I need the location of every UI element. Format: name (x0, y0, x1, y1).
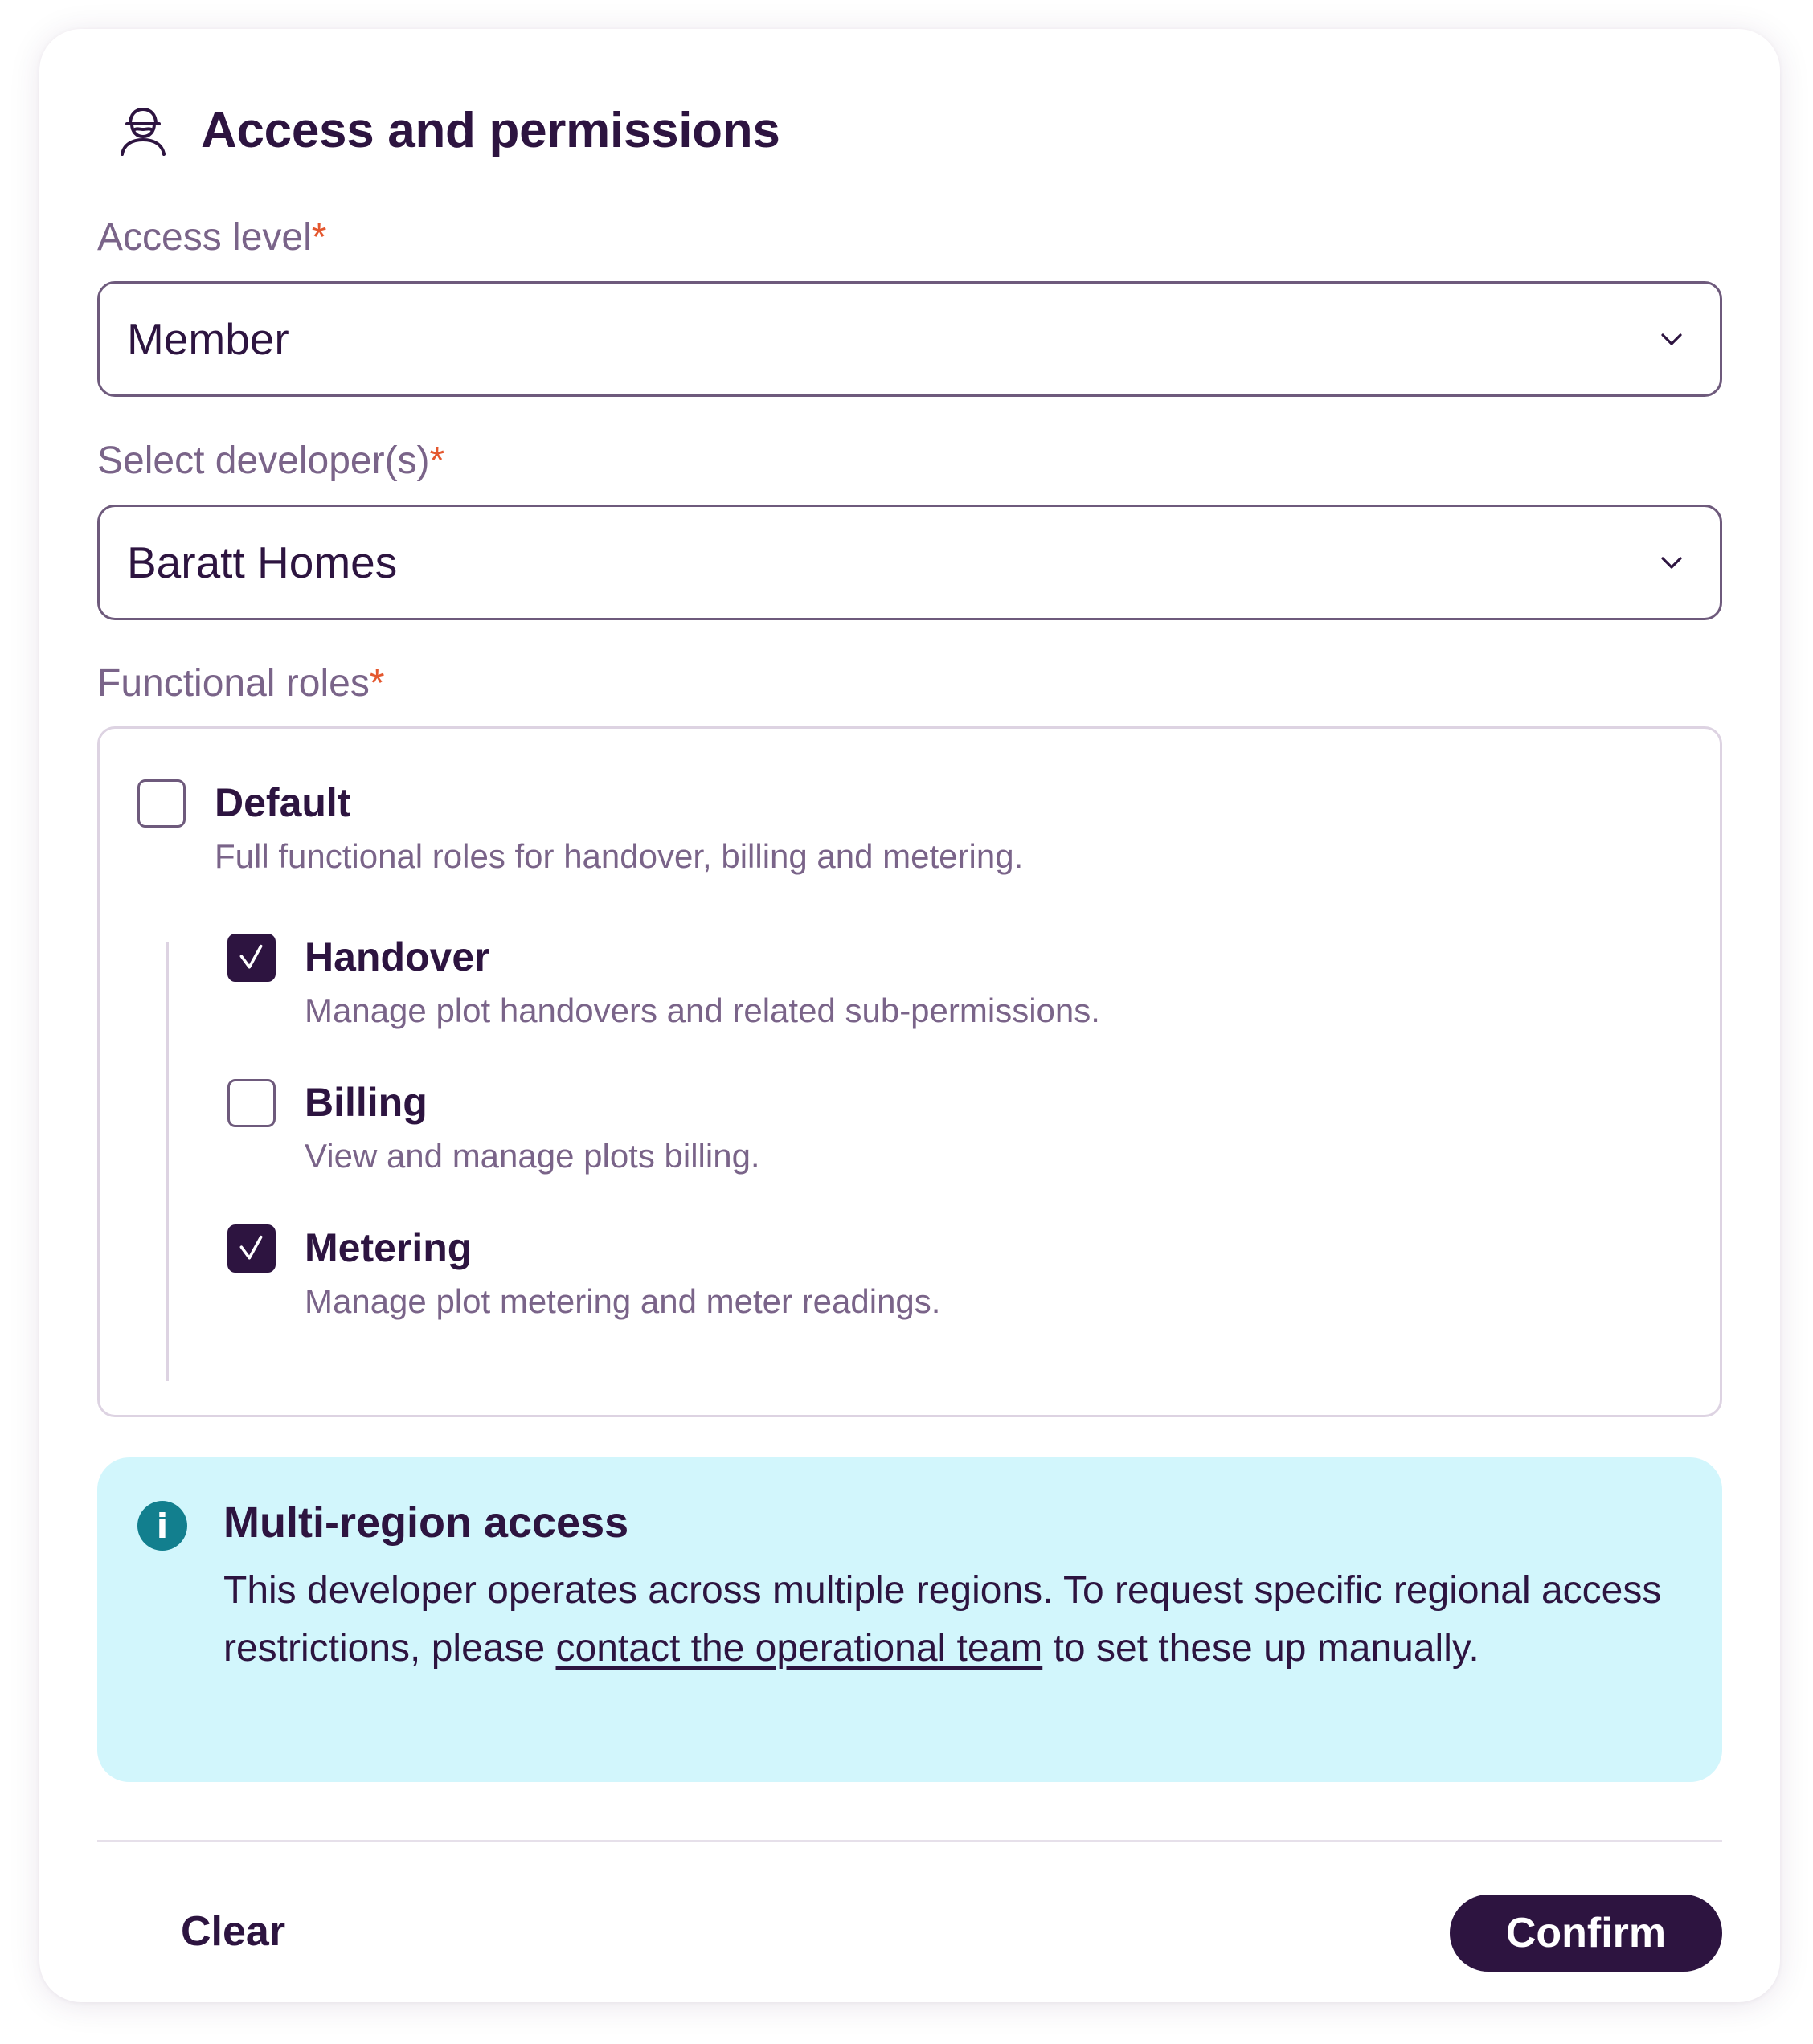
functional-roles-box (97, 726, 1722, 1417)
required-marker: * (429, 439, 445, 482)
handover-checkbox[interactable] (227, 934, 276, 982)
card-header (114, 101, 780, 159)
user-helmet-icon (114, 101, 172, 159)
access-level-label-text: Access level (97, 216, 312, 259)
clear-button[interactable]: Clear (152, 1893, 314, 1970)
info-text-before: This developer operates across multiple regions. To request specific regional access restrictions, please (223, 1569, 1662, 1670)
handover-role-title: Handover (305, 934, 490, 979)
chevron-down-icon (1655, 323, 1688, 355)
info-banner-title: Multi-region access (223, 1498, 629, 1547)
page-title: Access and permissions (201, 102, 780, 158)
developers-label (97, 439, 444, 483)
access-level-select[interactable] (97, 281, 1722, 397)
default-role-description: Full functional roles for handover, billing and metering. (215, 837, 1024, 875)
checkmark-icon (230, 936, 273, 979)
default-checkbox[interactable] (137, 779, 186, 828)
checkmark-icon (230, 1227, 273, 1270)
contact-operational-team-link[interactable]: contact the operational team (555, 1627, 1043, 1670)
handover-role-description: Manage plot handovers and related sub-permissions. (305, 991, 1100, 1029)
developers-label-text: Select developer(s) (97, 439, 430, 482)
info-text-after: to set these up manually. (1042, 1627, 1479, 1670)
footer-divider (97, 1840, 1722, 1842)
functional-roles-label-text: Functional roles (97, 662, 370, 705)
permissions-card (39, 29, 1780, 2002)
developer-value: Baratt Homes (127, 538, 398, 587)
access-level-label (97, 215, 326, 260)
chevron-down-icon (1655, 546, 1688, 578)
metering-role-title: Metering (305, 1225, 473, 1270)
metering-role-description: Manage plot metering and meter readings. (305, 1282, 941, 1320)
metering-checkbox[interactable] (227, 1224, 276, 1273)
info-banner-text (223, 1562, 1702, 1678)
functional-roles-label (97, 661, 385, 705)
developer-select[interactable] (97, 505, 1722, 620)
billing-role-description: View and manage plots billing. (305, 1137, 760, 1175)
access-level-value: Member (127, 314, 289, 364)
required-marker: * (369, 662, 385, 705)
required-marker: * (311, 216, 327, 259)
billing-checkbox[interactable] (227, 1079, 276, 1127)
nested-roles-divider (166, 942, 169, 1381)
multi-region-info-banner (97, 1457, 1722, 1782)
billing-role-title: Billing (305, 1080, 428, 1125)
info-icon: i (137, 1501, 187, 1551)
confirm-button[interactable]: Confirm (1450, 1895, 1722, 1972)
default-role-title: Default (215, 780, 351, 825)
